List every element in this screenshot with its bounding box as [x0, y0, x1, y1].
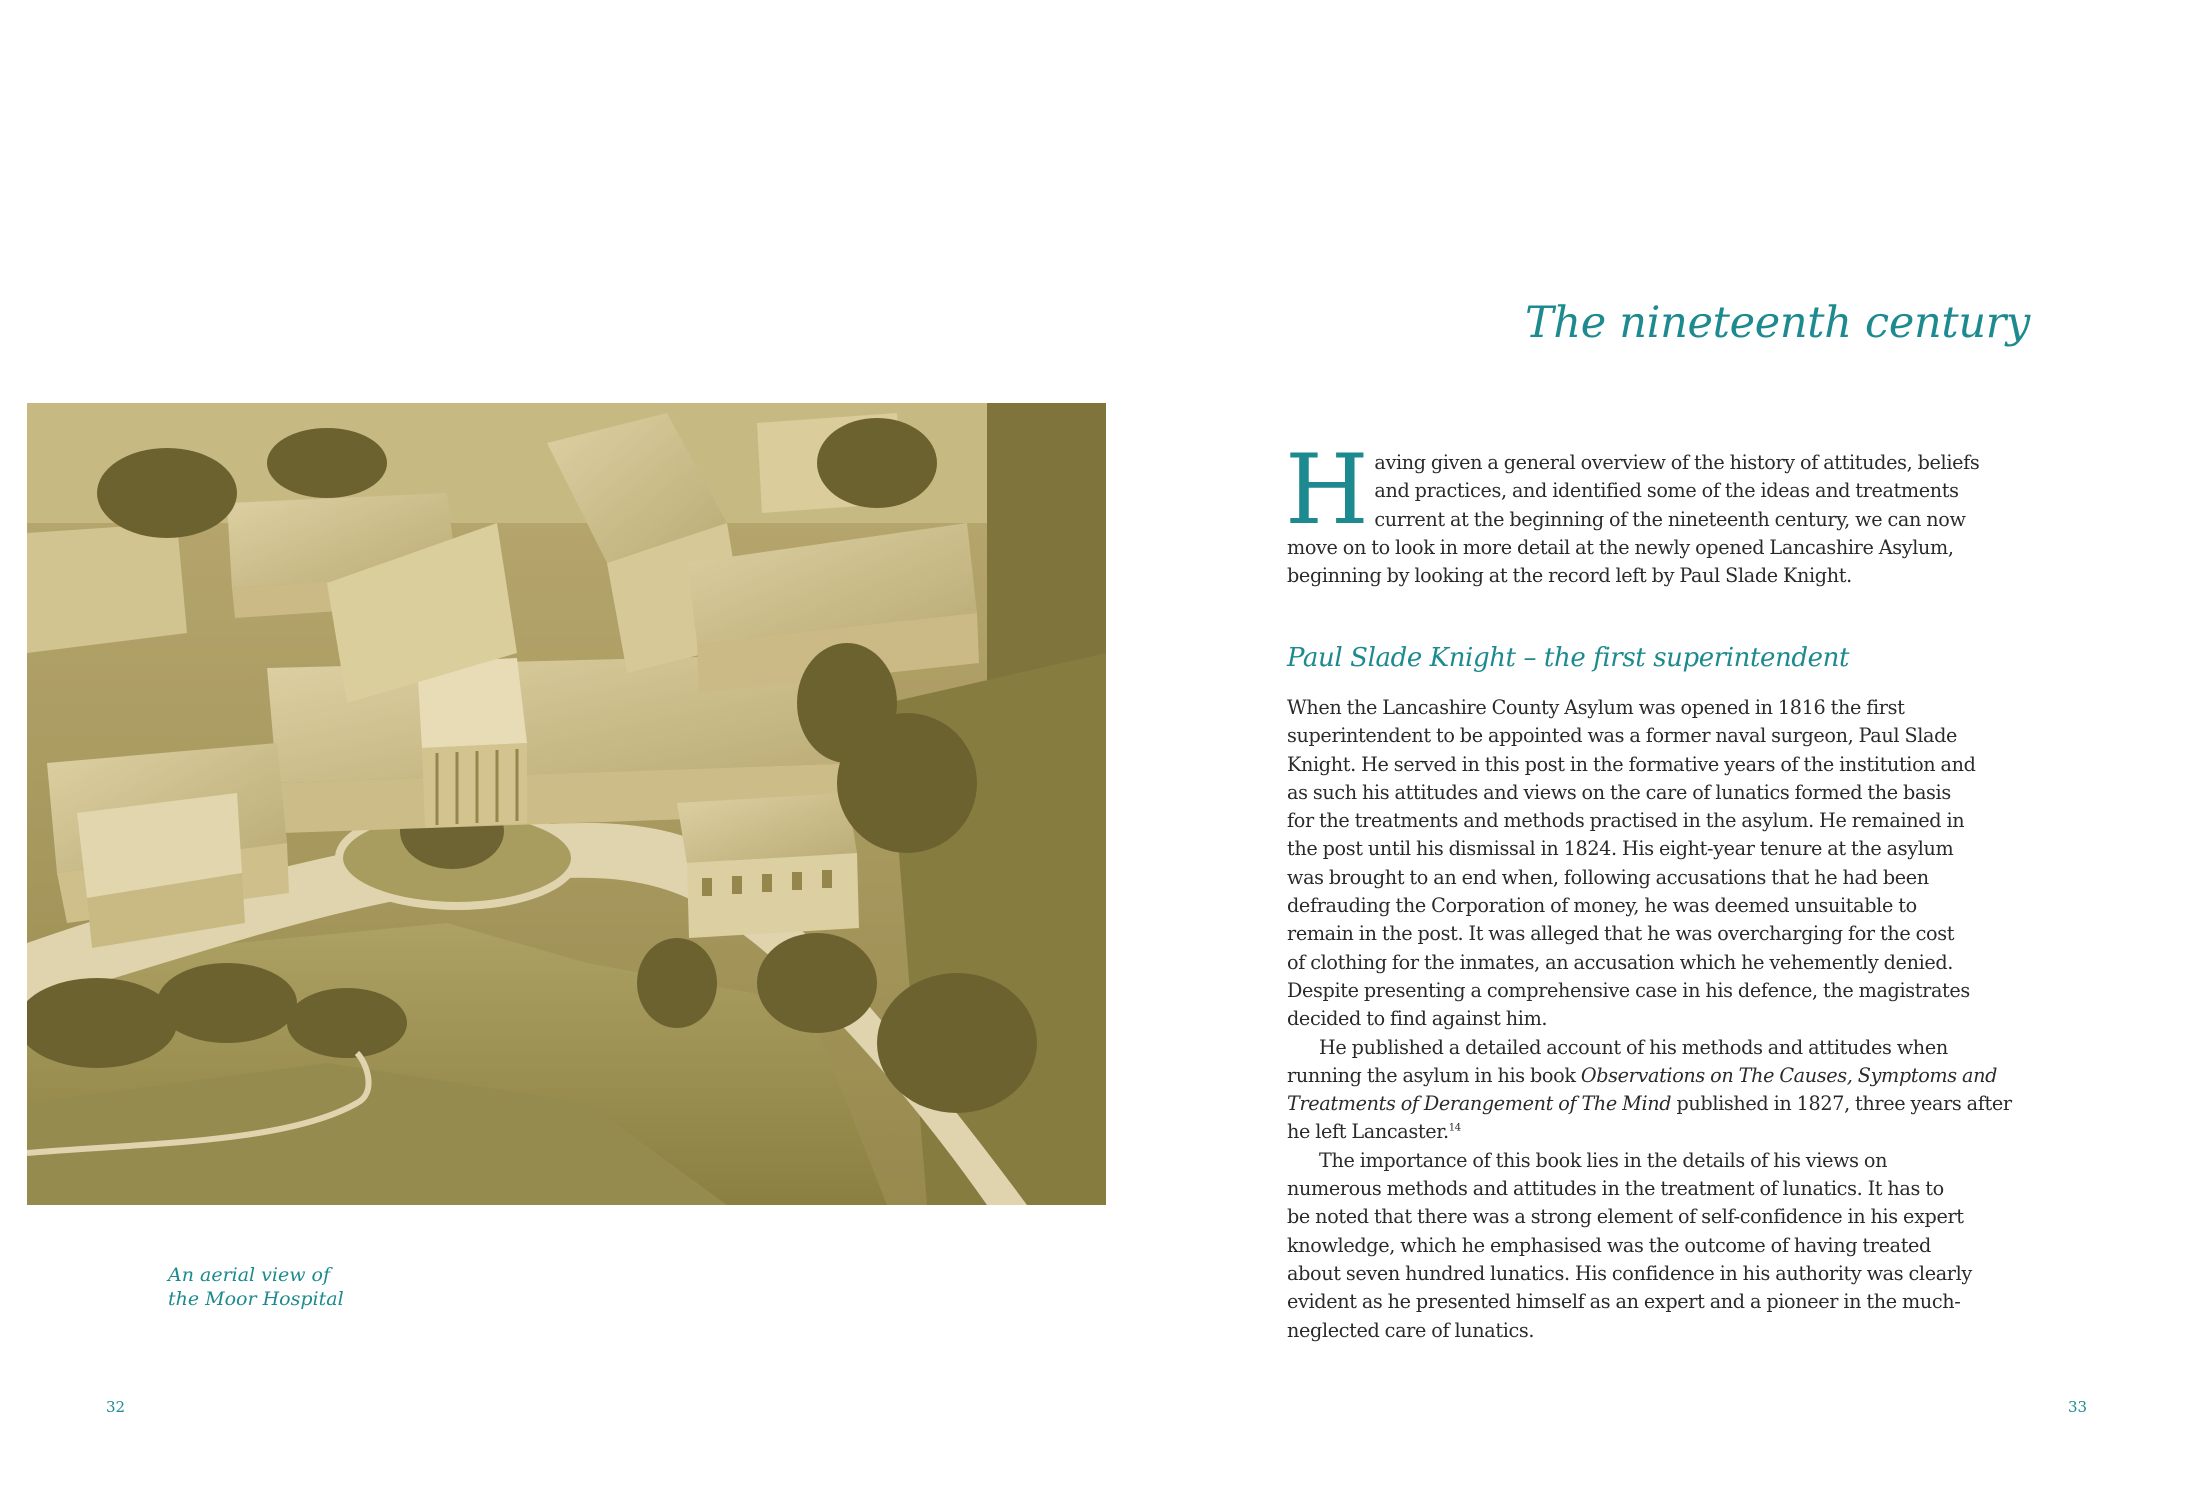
intro-line: and practices, and identified some of the ideas and treatments — [1374, 479, 1959, 503]
body-line: remain in the post. It was alleged that he was overcharging for the cost — [1287, 922, 1955, 946]
paragraph-1 — [1287, 694, 2027, 1034]
body-line — [1287, 1090, 2027, 1118]
caption-line: An aerial view of — [168, 1264, 331, 1286]
section-heading: Paul Slade Knight – the first superintendent — [1287, 643, 1850, 673]
body-line: When the Lancashire County Asylum was opened in 1816 the first — [1287, 696, 1905, 719]
body-line: He published a detailed account of his methods and attitudes when — [1319, 1035, 1948, 1059]
body-line: knowledge, which he emphasised was the outcome of having treated — [1287, 1233, 1931, 1257]
body-line — [1287, 1118, 2027, 1146]
body-line: for the treatments and methods practised in the asylum. He remained in — [1287, 809, 1965, 833]
aerial-photo-illustration — [27, 403, 1106, 1205]
main-body-text — [1287, 694, 2027, 1345]
caption-line: the Moor Hospital — [168, 1288, 344, 1310]
body-line: neglected care of lunatics. — [1287, 1318, 1535, 1342]
intro-paragraph — [1285, 434, 2027, 590]
body-line: be noted that there was a strong element of self-confidence in his expert — [1287, 1205, 1964, 1229]
body-line: Despite presenting a comprehensive case in his defence, the magistrates — [1287, 978, 1970, 1002]
paragraph-2 — [1287, 1034, 2027, 1147]
photo-caption — [168, 1263, 468, 1311]
body-line — [1287, 1062, 2027, 1090]
intro-line: beginning by looking at the record left by Paul Slade Knight. — [1287, 564, 1852, 588]
body-line: defrauding the Corporation of money, he was deemed unsuitable to — [1287, 894, 1917, 918]
body-line: superintendent to be appointed was a former naval surgeon, Paul Slade — [1287, 724, 1958, 748]
chapter-title: The nineteenth century — [1524, 298, 2030, 348]
body-line: The importance of this book lies in the details of his views on — [1319, 1148, 1888, 1172]
text-run: published in 1827, three years after — [1671, 1092, 2012, 1116]
drop-cap: H — [1285, 434, 1369, 546]
body-line: decided to find against him. — [1287, 1007, 1548, 1031]
book-title-italic: Treatments of Derangement of The Mind — [1287, 1092, 1672, 1116]
body-line: as such his attitudes and views on the care of lunatics formed the basis — [1287, 780, 1951, 804]
body-line: the post until his dismissal in 1824. His eight-year tenure at the asylum — [1287, 837, 1954, 861]
page-number-right: 33 — [2068, 1398, 2088, 1416]
text-run: he left Lancaster. — [1287, 1120, 1449, 1144]
body-line: of clothing for the inmates, an accusation which he vehemently denied. — [1287, 950, 1954, 974]
body-line: about seven hundred lunatics. His confidence in his authority was clearly — [1287, 1261, 1972, 1285]
footnote-marker[interactable]: 14 — [1448, 1123, 1461, 1135]
page-number-left: 32 — [106, 1398, 126, 1416]
intro-line: move on to look in more detail at the newly opened Lancashire Asylum, — [1287, 535, 1954, 559]
body-line: evident as he presented himself as an expert and a pioneer in the much- — [1287, 1290, 1961, 1314]
intro-line: current at the beginning of the nineteenth century, we can now — [1374, 507, 1966, 531]
aerial-photo-moor-hospital — [27, 403, 1106, 1205]
body-line: was brought to an end when, following accusations that he had been — [1287, 865, 1929, 889]
book-title-italic: Observations on The Causes, Symptoms and — [1580, 1063, 1998, 1087]
paragraph-3 — [1287, 1147, 2027, 1345]
intro-line: aving given a general overview of the history of attitudes, beliefs — [1374, 451, 1980, 474]
text-run: running the asylum in his book — [1287, 1063, 1581, 1087]
body-line: numerous methods and attitudes in the treatment of lunatics. It has to — [1287, 1177, 1944, 1201]
body-line: Knight. He served in this post in the formative years of the institution and — [1287, 752, 1976, 776]
